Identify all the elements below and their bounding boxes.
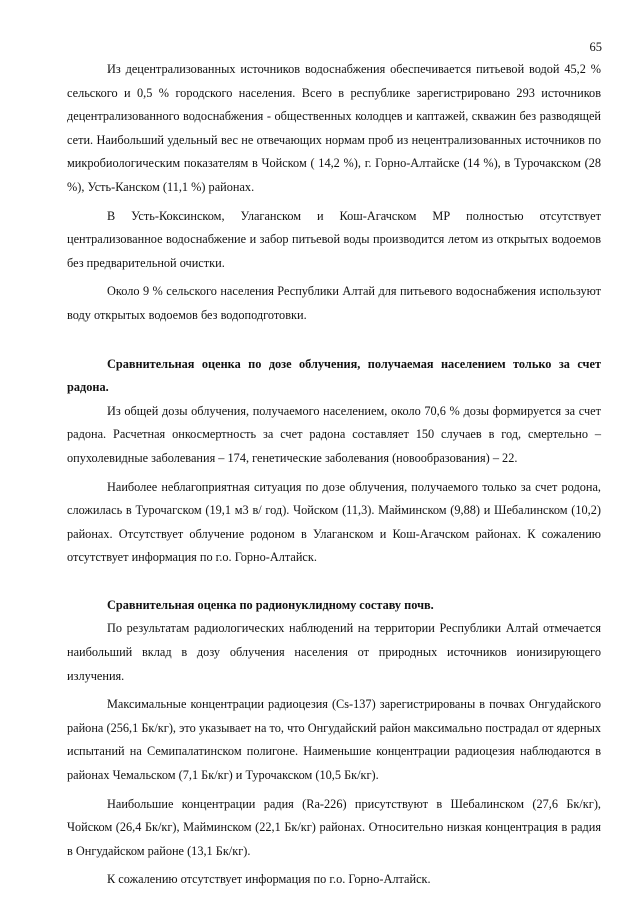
document-body <box>67 58 601 897</box>
section-heading-radon: Сравнительная оценка по дозе облучения, получаемая населением только за счет радона. <box>67 356 601 395</box>
paragraph-radon-districts: Наиболее неблагоприятная ситуация по дозе облучения, получаемого только за счет родона, сложилась в Турочагском (19,1 м3 в/ год). Чойском (11,3). Майминском (9,88) и Шебалинском (10,2) районах. Отсутствует облучение родоном в Улаганском и Кош-Агачском районах. К сожалению отсутствует информация по г.о. Горно-Алтайск. <box>67 479 601 565</box>
paragraph-open-water-usage: Около 9 % сельского населения Республики Алтай для питьевого водоснабжения используют воду открытых водоемов без водоподготовки. <box>67 284 601 322</box>
paragraph-no-central-supply: В Усть-Коксинском, Улаганском и Кош-Агачском МР полностью отсутствует централизованное водоснабжение и забор питьевой воды производится летом из открытых водоемов без предварительной очистки. <box>67 208 601 270</box>
page-number: 65 <box>589 40 602 54</box>
paragraph-no-info: К сожалению отсутствует информация по г.о. Горно-Алтайск. <box>107 872 431 887</box>
paragraph-soil-observations: По результатам радиологических наблюдений на территории Республики Алтай отмечается наибольший вклад в дозу облучения населения от природных источников ионизирующего излучения. <box>67 621 601 683</box>
paragraph-cesium: Максимальные концентрации радиоцезия (Cs-137) зарегистрированы в почвах Онгудайского района (256,1 Бк/кг), это указывает на то, что Онгудайский район максимально пострадал от ядерных испытаний на Семипалатинском полигоне. Наименьшие концентрации радиоцезия наблюдаются в районах Чемальском (7,1 Бк/кг) и Турочакском (10,5 Бк/кг). <box>67 697 601 783</box>
paragraph-radium: Наибольшие концентрации радия (Ra-226) присутствуют в Шебалинском (27,6 Бк/кг), Чойском (26,4 Бк/кг), Майминском (22,1 Бк/кг) районах. Относительно низкая концентрация в радия в Онгудайском районе (13,1 Бк/кг). <box>67 796 601 858</box>
paragraph-decentralized-water: Из децентрализованных источников водоснабжения обеспечивается питьевой водой 45,2 % сельского и 0,5 % городского населения. Всего в республике зарегистрировано 293 источников децентрализованного водоснабжения - общественных колодцев и каптажей, скважин без разводящей сети. Наибольший удельный вес не отвечающих нормам проб из нецентрализованных источников по микробиологическим показателям в Чойском ( 14,2 %), г. Горно-Алтайске (14 %), в Турочакском (28 %), Усть-Канском (11,1 %) районах. <box>67 62 601 194</box>
paragraph-radon-dose: Из общей дозы облучения, получаемого населением, около 70,6 % дозы формируется за счет радона. Расчетная онкосмертность за счет радона составляет 150 случаев в год, смертельно – опухолевидные заболевания – 174, генетические заболевания (новообразования) – 22. <box>67 403 601 465</box>
section-heading-soil: Сравнительная оценка по радионуклидному составу почв. <box>107 597 434 612</box>
